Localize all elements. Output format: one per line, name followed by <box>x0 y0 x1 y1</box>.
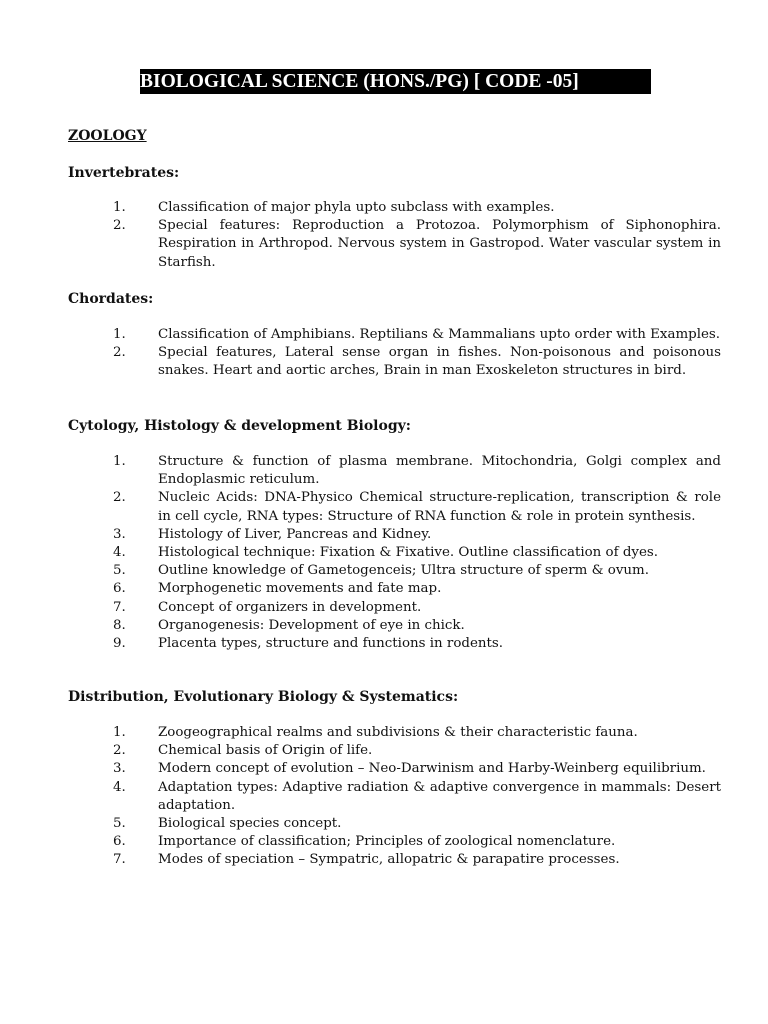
item-number: 3. <box>113 526 126 542</box>
item-number: 6. <box>113 581 126 597</box>
invertebrates-list <box>0 199 721 272</box>
item-text: Special features: Reproduction a Protozoa. Polymorphism of Siphonophira. Respiration in Arthropod. Nervous system in Gastropod. Water vascular system in Starfish. <box>158 218 721 270</box>
item-number: 5. <box>113 816 126 832</box>
item-number: 1. <box>113 327 126 342</box>
list-item <box>0 326 721 344</box>
item-text: Modern concept of evolution – Neo-Darwinism and Harby-Weinberg equilibrium. <box>158 761 706 777</box>
item-number: 3. <box>113 761 126 777</box>
item-number: 2. <box>113 345 126 361</box>
item-number: 5. <box>113 563 126 579</box>
list-item <box>0 742 721 760</box>
item-number: 1. <box>113 454 126 469</box>
item-number: 4. <box>113 545 126 561</box>
list-item <box>0 635 721 653</box>
list-item <box>0 833 721 851</box>
list-item <box>0 217 721 272</box>
distribution-list <box>0 724 721 870</box>
item-number: 7. <box>113 599 126 615</box>
item-text: Importance of classification; Principles of zoological nomenclature. <box>158 834 616 850</box>
item-text: Chemical basis of Origin of life. <box>158 743 373 759</box>
list-item <box>0 544 721 562</box>
item-number: 8. <box>113 617 126 633</box>
item-text: Special features, Lateral sense organ in fishes. Non-poisonous and poisonous snakes. Heart and aortic arches, Brain in man Exoskeleton structures in bird. <box>158 345 721 379</box>
item-number: 7. <box>113 852 126 868</box>
section-heading-invertebrates: Invertebrates: <box>68 165 180 181</box>
chordates-list <box>0 326 721 381</box>
item-text: Biological species concept. <box>158 816 342 832</box>
item-text: Structure & function of plasma membrane. Mitochondria, Golgi complex and Endoplasmic reticulum. <box>158 454 721 488</box>
item-text: Histological technique: Fixation & Fixative. Outline classification of dyes. <box>158 545 659 561</box>
section-heading-chordates: Chordates: <box>68 291 154 307</box>
item-number: 2. <box>113 490 126 506</box>
item-number: 1. <box>113 725 126 740</box>
subject-heading: ZOOLOGY <box>68 128 147 144</box>
item-number: 2. <box>113 218 126 234</box>
item-text: Nucleic Acids: DNA-Physico Chemical structure-replication, transcription & role in cell cycle, RNA types: Structure of RNA function & role in protein synthesis. <box>158 490 721 524</box>
list-item <box>0 453 721 489</box>
item-text: Adaptation types: Adaptive radiation & adaptive convergence in mammals: Desert adaptation. <box>158 779 721 813</box>
item-number: 1. <box>113 200 126 215</box>
item-text: Classification of major phyla upto subclass with examples. <box>158 200 555 215</box>
item-number: 4. <box>113 779 126 795</box>
item-text: Morphogenetic movements and fate map. <box>158 581 442 597</box>
list-item <box>0 760 721 778</box>
cytology-list <box>0 453 721 653</box>
section-heading-distribution: Distribution, Evolutionary Biology & Systematics: <box>68 689 459 705</box>
list-item <box>0 562 721 580</box>
item-text: Concept of organizers in development. <box>158 599 422 615</box>
document-title: BIOLOGICAL SCIENCE (HONS./PG) [ CODE -05] <box>140 69 651 94</box>
item-text: Placenta types, structure and functions in rodents. <box>158 636 504 652</box>
section-heading-cytology: Cytology, Histology & development Biology: <box>68 418 411 434</box>
item-text: Outline knowledge of Gametogenceis; Ultra structure of sperm & ovum. <box>158 563 649 579</box>
item-text: Modes of speciation – Sympatric, allopatric & parapatire processes. <box>158 852 620 868</box>
item-text: Histology of Liver, Pancreas and Kidney. <box>158 526 432 542</box>
list-item <box>0 489 721 525</box>
item-number: 2. <box>113 743 126 759</box>
list-item <box>0 599 721 617</box>
list-item <box>0 344 721 380</box>
list-item <box>0 779 721 815</box>
list-item <box>0 815 721 833</box>
item-text: Classification of Amphibians. Reptilians & Mammalians upto order with Examples. <box>158 327 721 342</box>
item-number: 9. <box>113 636 126 652</box>
item-text: Organogenesis: Development of eye in chick. <box>158 617 465 633</box>
item-text: Zoogeographical realms and subdivisions & their characteristic fauna. <box>158 725 638 740</box>
list-item <box>0 526 721 544</box>
list-item <box>0 617 721 635</box>
list-item <box>0 724 721 742</box>
list-item <box>0 580 721 598</box>
item-number: 6. <box>113 834 126 850</box>
list-item <box>0 851 721 869</box>
list-item <box>0 199 721 217</box>
